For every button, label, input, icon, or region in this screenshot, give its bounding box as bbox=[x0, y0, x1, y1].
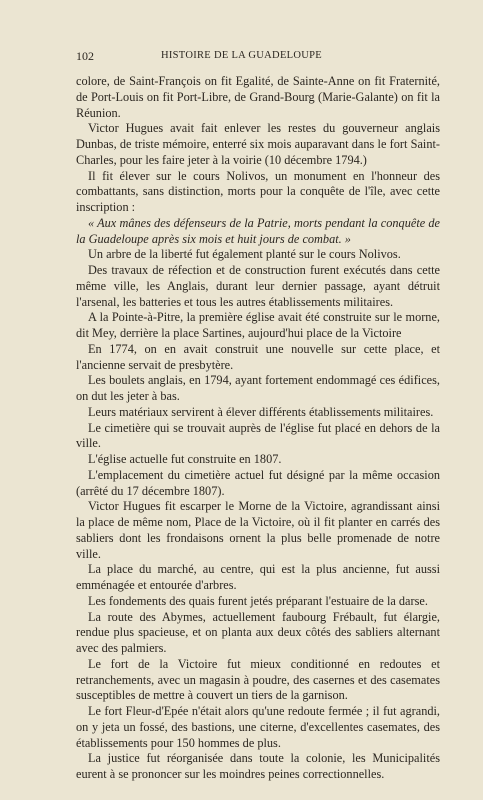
paragraph: L'église actuelle fut construite en 1807. bbox=[88, 452, 282, 466]
paragraph: Leurs matériaux servirent à élever différents établissements militaires. bbox=[88, 404, 434, 419]
paragraph: Le fort Fleur-d'Epée n'était alors qu'une redoute fermée ; il fut agrandi, on y jeta un fossé, des bastions, une citerne, d'excellentes casemates, des établissements pour 150 hommes de plus. bbox=[76, 704, 440, 750]
paragraph: Les fondements des quais furent jetés préparant l'estuaire de la darse. bbox=[88, 593, 428, 608]
paragraph: Victor Hugues fit escarper le Morne de la Victoire, agrandissant ainsi la place de même nom, Place de la Victoire, où il fit planter en carrés des sabliers dont les frondaisons ornent la plus belle promenade de notre ville. bbox=[76, 499, 440, 561]
paragraph: La place du marché, au centre, qui est la plus ancienne, fut aussi emménagée et entourée d'arbres. bbox=[76, 562, 440, 592]
paragraph: En 1774, on en avait construit une nouvelle sur cette place, et l'ancienne servait de presbytère. bbox=[76, 341, 440, 372]
paragraph: Il fit élever sur le cours Nolivos, un monument en l'honneur des combattants, sans distinction, morts pour la conquête de l'île, avec cette inscription : bbox=[76, 168, 440, 214]
paragraph: Les boulets anglais, en 1794, ayant fortement endommagé ces édifices, on dut les jeter à bas. bbox=[76, 373, 440, 403]
running-title: HISTOIRE DE LA GUADELOUPE bbox=[160, 50, 322, 61]
paragraph: Un arbre de la liberté fut également planté sur le cours Nolivos. bbox=[88, 247, 401, 262]
paragraph: Des travaux de réfection et de construction furent exécutés dans cette même ville, les Anglais, durant leur dernier passage, ayant détruit l'arsenal, les batteries et tous les autres établissements militaires. bbox=[76, 263, 440, 309]
quote-paragraph: « Aux mânes des défenseurs de la Patrie, morts pendant la conquête de la Guadeloupe après six mois et huit jours de combat. » bbox=[76, 215, 440, 246]
page-header bbox=[0, 49, 483, 65]
paragraph: La justice fut réorganisée dans toute la colonie, les Municipalités eurent à se prononcer sur les moindres peines correctionnelles. bbox=[76, 751, 440, 781]
paragraph: L'emplacement du cimetière actuel fut désigné par la même occasion (arrêté du 17 décembre 1807). bbox=[76, 467, 440, 498]
page-body bbox=[76, 74, 440, 783]
paragraph: Le fort de la Victoire fut mieux conditionné en redoutes et retranchements, avec un magasin à poudre, des casernes et des casemates susceptibles de mettre à couvert un tiers de la garnison. bbox=[76, 656, 440, 703]
paragraph: La route des Abymes, actuellement faubourg Frébault, fut élargie, rendue plus spacieuse, et on planta aux deux côtés des sabliers alternant avec des palmiers. bbox=[76, 609, 440, 655]
paragraph: A la Pointe-à-Pitre, la première église avait été construite sur le morne, dit Mey, derrière la place Sartines, aujourd'hui place de la Victoire bbox=[76, 310, 440, 340]
paragraph: Le cimetière qui se trouvait auprès de l'église fut placé en dehors de la ville. bbox=[76, 420, 440, 451]
paragraph: colore, de Saint-François on fit Egalité, de Sainte-Anne on fit Fraternité, de Port-Louis on fit Port-Libre, de Grand-Bourg (Marie-Galante) on fit la Réunion. bbox=[76, 74, 440, 120]
page-number: 102 bbox=[76, 49, 94, 63]
paragraph: Victor Hugues avait fait enlever les restes du gouverneur anglais Dunbas, de triste mémoire, enterré six mois auparavant dans le fort Saint-Charles, pour les faire jeter à la voirie (10 décembre 1794.) bbox=[76, 121, 440, 167]
